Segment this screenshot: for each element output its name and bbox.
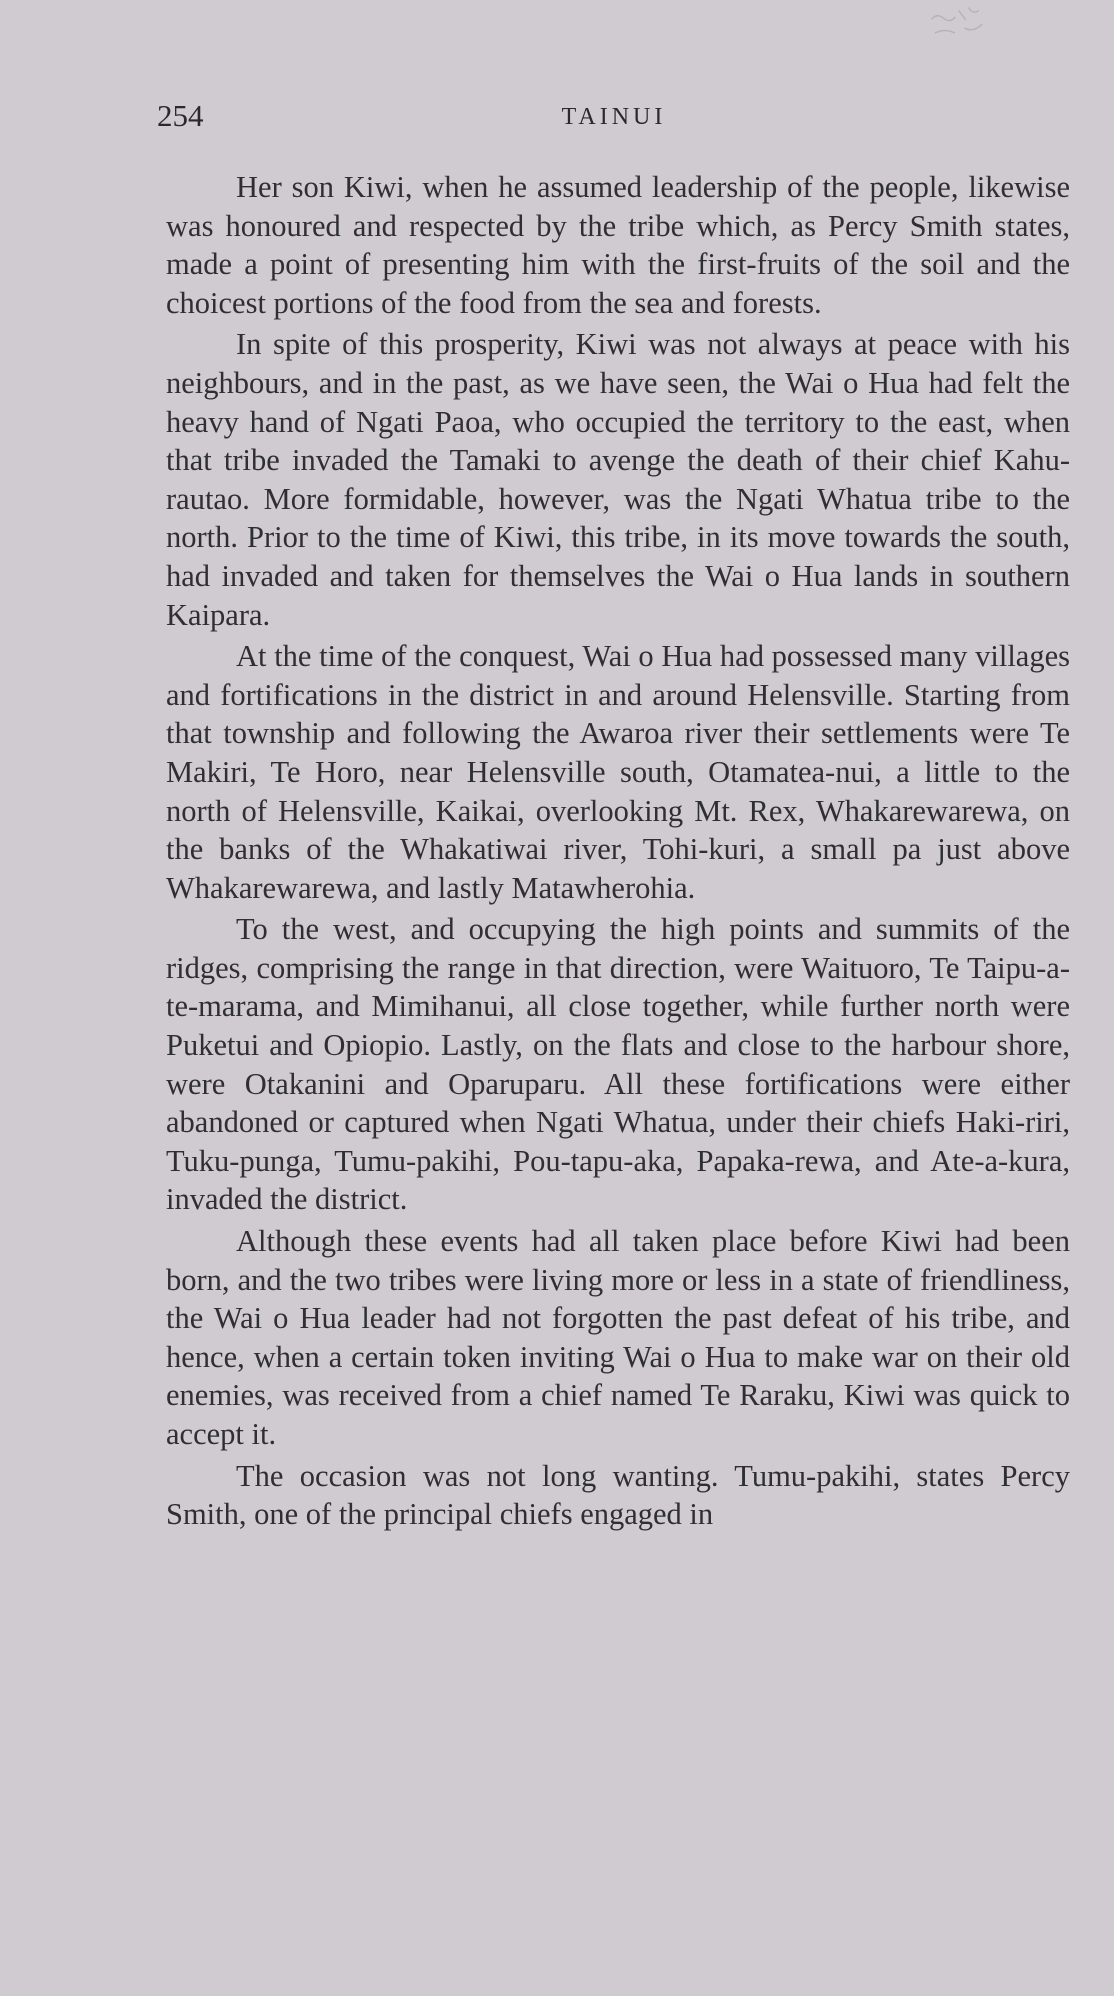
page-header [157,98,1071,138]
paragraph: Her son Kiwi, when he assumed leadership of the people, likewise was honoured and respected by the tribe which, as Percy Smith states, made a point of presenting him with the first-fruits of the soil and the choicest portions of the food from the sea and forests. [166,170,1070,320]
paragraph: At the time of the conquest, Wai o Hua had possessed many villages and fortifications in the district in and around Helensville. Starting from that township and following the Awaroa river their settlements were Te Makiri, Te Horo, near Helensville south, Otamatea-nui, a little to the north of Helensville, Kaikai, overlooking Mt. Rex, Whakarewarewa, on the banks of the Whakatiwai river, Tohi-kuri, a small pa just above Whakarewarewa, and lastly Matawherohia. [166,639,1070,905]
body-text [166,168,1070,1537]
library-stamp-mark [922,0,1006,48]
paragraph: In spite of this prosperity, Kiwi was not always at peace with his neighbours, and in the past, as we have seen, the Wai o Hua had felt the heavy hand of Ngati Paoa, who occupied the territory to the east, when that tribe invaded the Tamaki to avenge the death of their chief Kahu-rautao. More formidable, however, was the Ngati Whatua tribe to the north. Prior to the time of Kiwi, this tribe, in its move towards the south, had invaded and taken for themselves the Wai o Hua lands in southern Kaipara. [166,327,1070,632]
running-head: TAINUI [561,104,667,130]
paragraph: To the west, and occupying the high points and summits of the ridges, comprising the range in that direction, were Waituoro, Te Taipu-a-te-marama, and Mimihanui, all close together, while further north were Puketui and Opiopio. Lastly, on the flats and close to the harbour shore, were Otakanini and Oparuparu. All these fortifications were either abandoned or captured when Ngati Whatua, under their chiefs Haki-riri, Tuku-punga, Tumu-pakihi, Pou-tapu-aka, Papaka-rewa, and Ate-a-kura, invaded the district. [166,912,1070,1217]
paragraph: Although these events had all taken place before Kiwi had been born, and the two tribes were living more or less in a state of friendliness, the Wai o Hua leader had not forgotten the past defeat of his tribe, and hence, when a certain token inviting Wai o Hua to make war on their old enemies, was received from a chief named Te Raraku, Kiwi was quick to accept it. [166,1224,1070,1451]
paragraph: The occasion was not long wanting. Tumu-pakihi, states Percy Smith, one of the principal chiefs engaged in [166,1458,1070,1532]
page-number: 254 [157,98,204,133]
